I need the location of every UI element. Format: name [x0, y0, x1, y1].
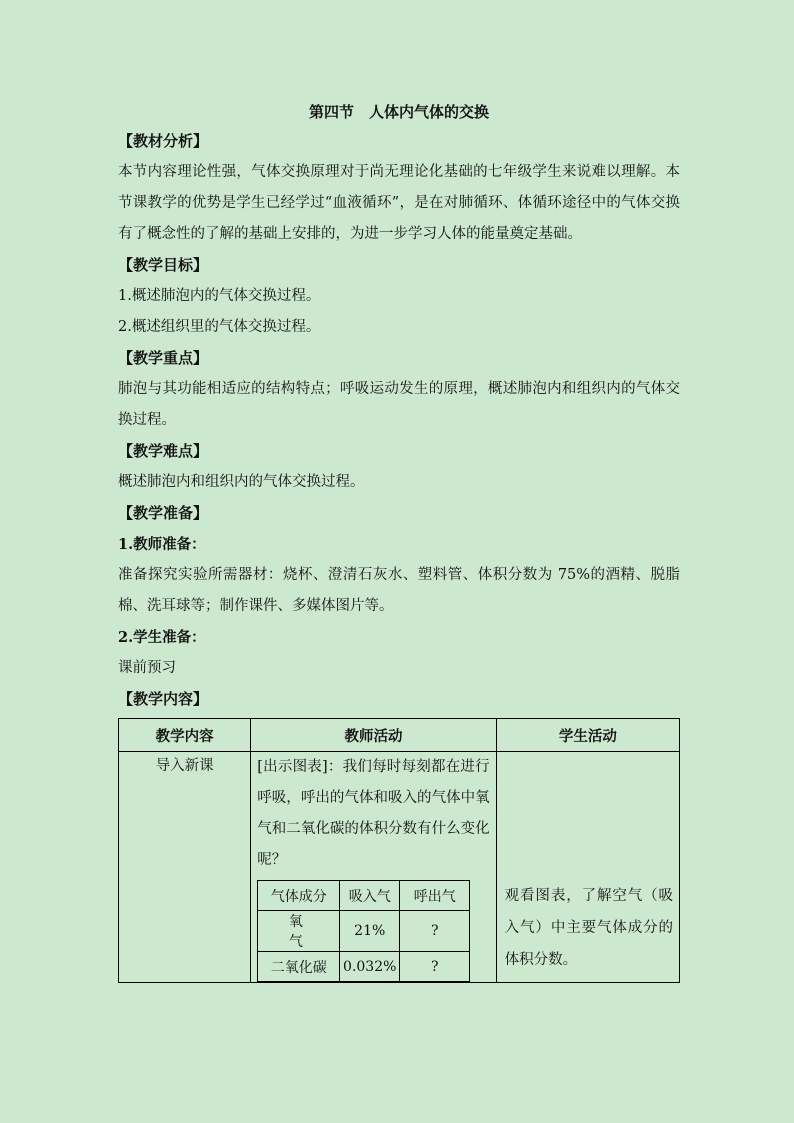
goal-item: 2.概述组织里的气体交换过程。 [118, 319, 321, 335]
analysis-text: 本节内容理论性强，气体交换原理对于尚无理论化基础的七年级学生来说难以理解。本节课教学的优势是学生已经学过“血液循环”，是在对肺循环、体循环途径中的气体交换有了概念性的了解的基础上安排的，为进一步学习人体的能量奠定基础。 [118, 164, 680, 242]
gas-name: 二氧化碳 [258, 952, 340, 982]
analysis-heading: 【教材分析】 [118, 132, 209, 150]
student-prep-text: 课前预习 [118, 660, 176, 676]
cell-content: 导入新课 [119, 752, 251, 983]
difficulty-text: 概述肺泡内和组织内的气体交换过程。 [118, 474, 365, 490]
goals-heading: 【教学目标】 [118, 256, 209, 274]
keypoints-text: 肺泡与其功能相适应的结构特点；呼吸运动发生的原理，概述肺泡内和组织内的气体交换过程。 [118, 381, 680, 428]
header-teacher: 教师活动 [251, 719, 496, 752]
teacher-activity-text: [出示图表]：我们每时每刻都在进行呼吸，呼出的气体和吸入的气体中氧气和二氧化碳的体积分数有什么变化呢？ [257, 759, 490, 868]
difficulty-heading: 【教学难点】 [118, 442, 209, 460]
student-prep-heading: 2.学生准备： [118, 629, 206, 646]
gas-inhaled: 0.032% [340, 952, 400, 982]
lesson-table [118, 718, 680, 983]
keypoints-heading: 【教学重点】 [118, 349, 209, 367]
gas-name: 氧气 [258, 911, 340, 952]
gas-table-row [258, 911, 470, 952]
gas-table-row [258, 952, 470, 982]
header-student: 学生活动 [496, 719, 679, 752]
teacher-prep-text: 准备探究实验所需器材：烧杯、澄清石灰水、塑料管、体积分数为 75%的酒精、脱脂棉、洗耳球等；制作课件、多媒体图片等。 [118, 567, 680, 614]
gas-header: 呼出气 [400, 881, 470, 911]
teacher-prep-heading: 1.教师准备： [118, 536, 206, 553]
gas-inhaled: 21% [340, 911, 400, 952]
student-activity-text: 观看图表，了解空气（吸入气）中主要气体成分的体积分数。 [504, 888, 673, 968]
goal-item: 1.概述肺泡内的气体交换过程。 [118, 288, 321, 304]
cell-student [496, 752, 679, 983]
gas-table-header [258, 881, 470, 911]
document-content [118, 98, 680, 983]
gas-exhaled: ? [400, 911, 470, 952]
header-content: 教学内容 [119, 719, 251, 752]
gas-header: 吸入气 [340, 881, 400, 911]
gas-exhaled: ? [400, 952, 470, 982]
table-header-row [119, 719, 680, 752]
gas-table [257, 880, 470, 982]
table-row [119, 752, 680, 983]
cell-teacher [251, 752, 496, 983]
gas-header: 气体成分 [258, 881, 340, 911]
content-heading: 【教学内容】 [118, 690, 209, 708]
page-title: 第四节 人体内气体的交换 [308, 103, 489, 121]
prep-heading: 【教学准备】 [118, 504, 209, 522]
